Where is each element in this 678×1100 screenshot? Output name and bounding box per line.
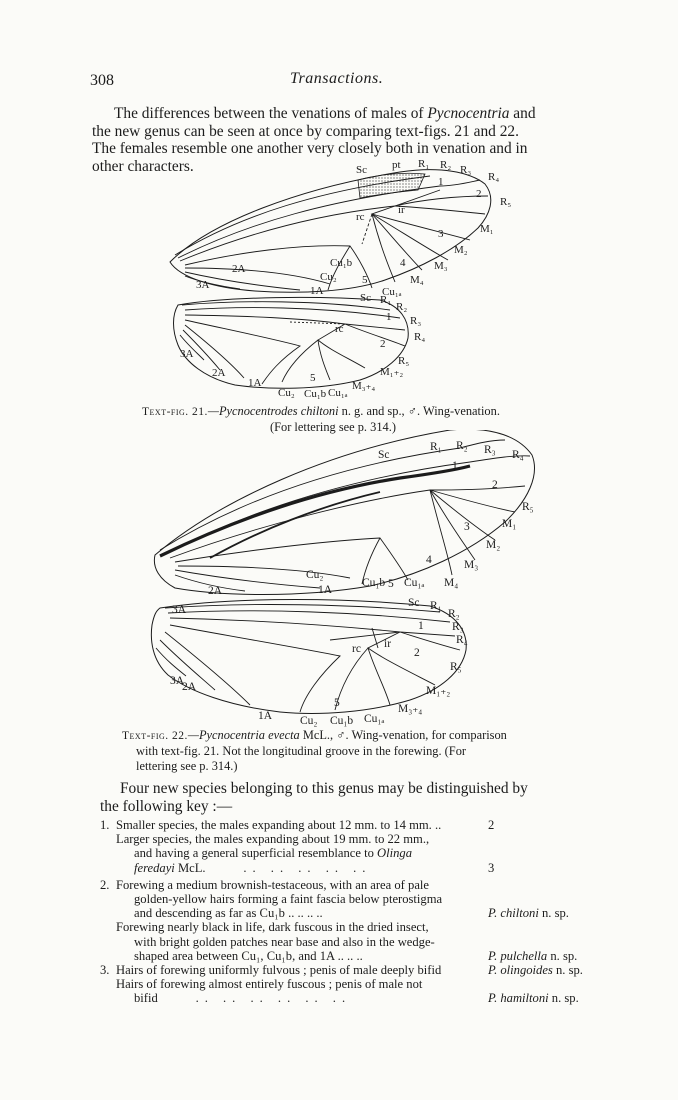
key-lead-text: Larger species, the males expanding about 19 mm. to 22 mm., bbox=[116, 832, 430, 847]
fig22-caption-line3: lettering see p. 314.) bbox=[136, 759, 238, 773]
fig22-caption-prefix: Text-fig. 22. bbox=[122, 730, 188, 742]
key-lead-text: Forewing a medium brownish-testaceous, with an area of pale bbox=[116, 877, 429, 892]
fig22-label-m4: M₄ bbox=[444, 577, 459, 589]
key-lead-text: Hairs of forewing almost entirely fuscous ; penis of male not bbox=[116, 977, 423, 992]
fig21-label-rc: rc bbox=[356, 211, 365, 223]
key-couplet-1a bbox=[100, 818, 590, 832]
species-name: P. olingoides bbox=[488, 963, 553, 978]
fig21-label-cell4: 4 bbox=[400, 257, 406, 269]
fig22-hw-label-m12: M₁₊₂ bbox=[426, 685, 451, 697]
fig22-label-cu1a: Cu₁ₐ bbox=[404, 577, 425, 589]
key-couplet-2b bbox=[100, 920, 590, 963]
fig21-hw-label-r4: R₄ bbox=[414, 331, 426, 343]
fig21-caption-species: —Pycnocentrodes chiltoni bbox=[207, 404, 339, 418]
species-name: P. pulchella bbox=[488, 948, 548, 963]
fig22-label-cell3: 3 bbox=[464, 521, 470, 533]
fig21-hw-label-cell1: 1 bbox=[386, 311, 392, 323]
fig21-label-cu2: Cu₂ bbox=[320, 271, 337, 283]
key-lead-text: bifid bbox=[134, 991, 158, 1006]
fig22-label-cell4: 4 bbox=[426, 554, 432, 566]
fig22-label-r1: R₁ bbox=[430, 441, 442, 453]
fig21-hw-label-sc: Sc bbox=[360, 292, 371, 304]
fig22-label-r2: R₂ bbox=[456, 440, 468, 452]
fig21-hw-label-3a: 3A bbox=[180, 348, 194, 360]
species-name: P. hamiltoni bbox=[488, 991, 549, 1006]
key-lead-text: Smaller species, the males expanding about 12 mm. to 14 mm. .. bbox=[116, 818, 442, 832]
fig22-label-cell2: 2 bbox=[492, 479, 498, 491]
fig22-hw-label-rc: rc bbox=[352, 643, 361, 655]
key-couplet-1b bbox=[100, 832, 590, 875]
fig22-hw-label-1a: 1A bbox=[258, 710, 273, 722]
fig21-label-2a: 2A bbox=[232, 263, 246, 275]
page-number: 308 bbox=[90, 72, 114, 89]
fig22-hw-label-r4: R₄ bbox=[456, 634, 468, 646]
key-lead-result bbox=[488, 991, 579, 1005]
species-key bbox=[100, 818, 590, 1006]
fig21-label-r4: R₄ bbox=[488, 171, 500, 183]
fig21-hw-label-r3: R₃ bbox=[410, 315, 422, 327]
key-intro-line-1: Four new species belonging to this genus may be distinguished by bbox=[120, 780, 528, 797]
intro-line-1: The differences between the venations of males of Pycnocentria and bbox=[114, 105, 536, 122]
fig22-label-cell1: 1 bbox=[452, 460, 458, 472]
key-couplet-number: 2. bbox=[100, 877, 110, 892]
fig22-label-r4: R₄ bbox=[512, 449, 524, 461]
leader-dots: .. .. .. .. .. .. bbox=[195, 991, 352, 1006]
key-lead-text: and descending as far as Cu₁b .. .. .. .. bbox=[134, 906, 323, 921]
fig22-hw-label-r1: R₁ bbox=[430, 600, 442, 612]
key-lead-text: golden-yellow hairs forming a faint fascia below pterostigma bbox=[134, 892, 443, 907]
fig21-caption-prefix: Text-fig. 21. bbox=[142, 406, 208, 418]
fig21-label-r3: R₃ bbox=[460, 164, 472, 176]
fig22-label-2a: 2A bbox=[208, 585, 223, 597]
fig21-hw-label-cell2: 2 bbox=[380, 338, 386, 350]
fig22-label-1a: 1A bbox=[318, 584, 333, 596]
fig21-hw-label-r2: R₂ bbox=[396, 301, 408, 313]
fig21-hw-label-cell5: 5 bbox=[310, 372, 316, 384]
species-status: n. sp. bbox=[552, 963, 583, 978]
fig21-label-m2: M₂ bbox=[454, 244, 468, 256]
intro-line-3: The females resemble one another very closely both in venation and in bbox=[92, 140, 528, 157]
fig21-caption-rest: n. g. and sp., ♂. Wing-venation. bbox=[338, 404, 500, 418]
leader-dots: .. .. .. .. .. bbox=[243, 860, 372, 875]
fig21-label-m4: M₄ bbox=[410, 274, 424, 286]
genus-olinga: Olinga bbox=[377, 846, 413, 861]
fig21-hw-label-cu1b: Cu₁b bbox=[304, 388, 327, 400]
fig22-label-m3: M₃ bbox=[464, 559, 479, 571]
fig21-hw-label-rc: rc bbox=[335, 323, 344, 335]
fig22-hw-label-cu2: Cu₂ bbox=[300, 715, 318, 727]
fig21-label-cu1a: Cu₁ₐ bbox=[382, 286, 402, 298]
fig21-hw-label-2a: 2A bbox=[212, 367, 226, 379]
fig22-hw-label-ir: ir bbox=[384, 638, 392, 650]
fig21-label-r5: R₅ bbox=[500, 196, 512, 208]
fig22-hw-label-cu1a: Cu₁ₐ bbox=[364, 713, 385, 725]
species-status: n. sp. bbox=[547, 948, 578, 963]
species-status: n. sp. bbox=[538, 906, 569, 921]
fig22-hw-label-2a: 2A bbox=[182, 681, 197, 693]
key-lead-text: Forewing nearly black in life, dark fuscous in the dried insect, bbox=[116, 920, 429, 935]
running-title: Transactions. bbox=[290, 70, 384, 87]
fig22-hw-label-cell2: 2 bbox=[414, 647, 420, 659]
fig22-hw-label-r5: R₅ bbox=[450, 661, 462, 673]
fig21-hw-label-1a: 1A bbox=[248, 377, 262, 389]
intro-line-4: other characters. bbox=[92, 157, 194, 175]
key-lead-text: shaped area between Cu₁, Cu₁b, and 1A .. .. .. bbox=[134, 948, 363, 963]
genus-name: Pycnocentria bbox=[427, 105, 510, 122]
fig21-label-cell3: 3 bbox=[438, 228, 444, 240]
fig21-label-cell2: 2 bbox=[476, 188, 482, 200]
fig21-label-cu1b: Cu₁b bbox=[330, 257, 353, 269]
fig22-hw-label-sc: Sc bbox=[408, 597, 420, 609]
key-lead-result bbox=[488, 949, 577, 963]
fig22-label-m2: M₂ bbox=[486, 539, 501, 551]
fig21-label-sc: Sc bbox=[356, 164, 367, 176]
key-lead-result: 2 bbox=[488, 818, 495, 832]
fig22-hw-label-cu1b: Cu₁b bbox=[330, 715, 354, 727]
fig22-label-sc: Sc bbox=[378, 449, 390, 461]
fig21-hw-label-r5: R₅ bbox=[398, 355, 410, 367]
fig22-hw-label-cell5: 5 bbox=[334, 697, 340, 709]
key-lead-text: with bright golden patches near base and also in the wedge- bbox=[134, 934, 435, 949]
fig22-hw-label-cell1: 1 bbox=[418, 620, 424, 632]
fig21-hw-label-m34: M₃₊₄ bbox=[352, 380, 376, 392]
fig21-hw-label-m12: M₁₊₂ bbox=[380, 366, 404, 378]
key-intro-line-2: the following key :— bbox=[100, 797, 233, 815]
fig21-label-pt: pt bbox=[392, 159, 401, 171]
fig21-label-r2: R₂ bbox=[440, 159, 452, 171]
fig21-hw-label-cu2: Cu₂ bbox=[278, 387, 295, 399]
fig22-hw-label-r2: R₂ bbox=[448, 608, 460, 620]
fig22-hw-label-3a: 3A bbox=[170, 675, 185, 687]
intro-line-2: the new genus can be seen at once by comparing text-figs. 21 and 22. bbox=[92, 122, 519, 140]
fig22-caption-rest1: McL., ♂. Wing-venation, for comparison bbox=[299, 728, 507, 742]
fig21-label-m1: M₁ bbox=[480, 223, 494, 235]
key-couplet-number: 3. bbox=[100, 963, 110, 978]
key-lead-text: and having a general superficial resemblance to bbox=[134, 846, 374, 861]
figure-22-wing-venation bbox=[0, 430, 678, 730]
fig22-caption-species: —Pycnocentria evecta bbox=[187, 728, 300, 742]
fig22-hw-label-r3: R₃ bbox=[452, 621, 464, 633]
fig21-label-cell1: 1 bbox=[438, 176, 444, 188]
fig21-label-r1: R₁ bbox=[418, 158, 430, 170]
fig22-label-cu1b: Cu₁b bbox=[362, 577, 386, 589]
key-lead-text: McL. bbox=[174, 860, 206, 875]
key-lead-result bbox=[488, 906, 569, 920]
key-lead-text: Hairs of forewing uniformly fulvous ; penis of male deeply bifid bbox=[116, 963, 442, 978]
fig21-hw-label-r1: R₁ bbox=[380, 294, 392, 306]
fig22-label-m1: M₁ bbox=[502, 518, 517, 530]
fig21-label-1a: 1A bbox=[310, 285, 324, 297]
fig22-label-cu2: Cu₂ bbox=[306, 569, 324, 581]
fig21-label-ir: ir bbox=[398, 204, 405, 216]
fig21-label-m3: M₃ bbox=[434, 260, 448, 272]
fig22-label-3a: 3A bbox=[172, 604, 187, 616]
key-intro-paragraph bbox=[100, 780, 588, 815]
key-couplet-3a bbox=[100, 963, 590, 977]
fig21-hw-label-cu1a: Cu₁ₐ bbox=[328, 387, 348, 399]
species-feredayi: feredayi bbox=[134, 860, 175, 875]
fig22-hw-label-m34: M₃₊₄ bbox=[398, 703, 423, 715]
fig21-hindwing-outline bbox=[174, 297, 409, 388]
fig22-label-r3: R₃ bbox=[484, 444, 496, 456]
fig21-label-3a: 3A bbox=[196, 279, 210, 291]
fig21-caption-line2: (For lettering see p. 314.) bbox=[270, 420, 396, 434]
key-couplet-2a bbox=[100, 878, 590, 921]
fig22-caption-line2: with text-fig. 21. Not the longitudinal groove in the forewing. (For bbox=[136, 744, 467, 758]
figure-22-caption bbox=[122, 728, 588, 774]
key-couplet-number: 1. bbox=[100, 818, 110, 832]
species-name: P. chiltoni bbox=[488, 906, 539, 921]
key-lead-result bbox=[488, 963, 583, 977]
key-lead-result: 3 bbox=[488, 860, 495, 875]
figure-21-wing-venation bbox=[0, 0, 678, 400]
fig22-label-r5: R₅ bbox=[522, 501, 534, 513]
species-status: n. sp. bbox=[548, 991, 579, 1006]
key-couplet-3b bbox=[100, 977, 590, 1005]
fig21-label-cell5: 5 bbox=[362, 274, 368, 286]
fig22-label-cell5: 5 bbox=[388, 578, 394, 590]
